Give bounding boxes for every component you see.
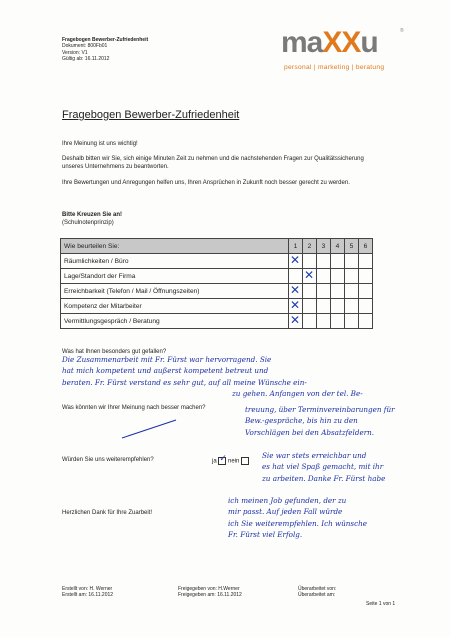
grade-cell[interactable] — [331, 284, 345, 299]
footer-approved-on: Freigegeben am: 16.11.2012 — [178, 592, 242, 599]
table-header-label: Wie beurteilen Sie: — [61, 239, 289, 254]
grade-header: 1 — [289, 239, 303, 254]
grade-cell[interactable] — [303, 269, 317, 284]
cross-mark-icon: ✕ — [290, 298, 301, 312]
option-no-label: nein — [228, 458, 240, 465]
meta-document: Dokument: 800Fb01 — [62, 43, 108, 50]
grade-cell[interactable] — [317, 269, 331, 284]
cross-mark-icon: ✕ — [290, 253, 301, 267]
thanks-text: Herzlichen Dank für Ihre Zuarbeit! — [62, 510, 153, 516]
table-row — [61, 269, 373, 284]
grade-cell[interactable] — [359, 314, 373, 329]
grade-cell[interactable] — [303, 254, 317, 269]
grade-cell[interactable] — [289, 314, 303, 329]
table-row — [61, 314, 373, 329]
question-recommend: Würden Sie uns weiterempfehlen? — [62, 457, 154, 463]
table-header-row — [61, 239, 373, 254]
question-liked: Was hat Ihnen besonders gut gefallen? — [62, 349, 167, 355]
handwritten-line: Sie war stets erreichbar und — [262, 451, 367, 460]
cross-mark-icon: ✕ — [304, 268, 315, 282]
grade-cell[interactable] — [331, 269, 345, 284]
grade-cell[interactable] — [289, 299, 303, 314]
grade-cell[interactable] — [289, 269, 303, 284]
handwritten-line: mir passt. Auf jeden Fall würde — [228, 507, 343, 517]
page-number: Seite 1 von 1 — [366, 601, 396, 607]
page-title: Fragebogen Bewerber-Zufriedenheit — [62, 109, 240, 121]
intro-p1: Ihre Meinung ist uns wichtig! — [62, 141, 138, 147]
checkbox-yes[interactable] — [218, 453, 227, 465]
grade-header: 2 — [303, 239, 317, 254]
handwritten-line: zu arbeiten. Danke Fr. Fürst habe — [262, 473, 386, 483]
row-label: Vermittlungsgespräch / Beratung — [61, 314, 289, 329]
footer-created-by: Erstellt von: H. Werner — [62, 586, 113, 592]
grade-cell[interactable] — [317, 254, 331, 269]
handwritten-line: zu gehen. Anfangen von der tel. Be- — [232, 389, 363, 399]
checkbox-no[interactable] — [241, 457, 249, 465]
handwritten-line: treuung, über Terminvereinbarungen für — [245, 405, 395, 414]
footer-created-on: Erstellt am: 16.11.2012 — [62, 592, 114, 599]
instruction-note: (Schulnotenprinzip) — [62, 220, 114, 226]
handwritten-line: Vorschlägen bei den Absatzfeldern. — [245, 427, 375, 437]
table-row — [61, 254, 373, 269]
row-label: Kompetenz der Mitarbeiter — [61, 299, 289, 314]
logo-wordmark: maXXu — [281, 26, 378, 59]
row-label: Räumlichkeiten / Büro — [61, 254, 289, 269]
grade-cell[interactable] — [359, 299, 373, 314]
intro-p2: Deshalb bitten wir Sie, sich einige Minuten Zeit zu nehmen und die nachstehenden Fragen zur Qualitätssicherung unseres Unternehmens zu beantworten. — [62, 156, 364, 170]
answer-improve — [245, 404, 405, 438]
grade-cell[interactable] — [331, 299, 345, 314]
handwritten-line: Fr. Fürst viel Erfolg. — [228, 530, 303, 540]
grade-cell[interactable] — [303, 299, 317, 314]
handwritten-line: ich Sie weiterempfehlen. Ich wünsche — [228, 518, 368, 528]
grade-cell[interactable] — [345, 314, 359, 329]
grade-cell[interactable] — [289, 254, 303, 269]
grade-header: 6 — [359, 239, 373, 254]
meta-version: Version: V1 — [62, 49, 88, 56]
answer-recommend — [262, 450, 432, 484]
footer-reviewed-by: Überarbeitet von: — [298, 586, 337, 592]
footer-created — [62, 586, 113, 599]
handwritten-line: es hat viel Spaß gemacht, mit ihr — [262, 462, 384, 472]
grade-cell[interactable] — [289, 284, 303, 299]
grade-cell[interactable] — [345, 269, 359, 284]
cross-mark-icon: ✕ — [290, 313, 301, 327]
table-row — [61, 284, 373, 299]
grade-cell[interactable] — [359, 254, 373, 269]
cross-mark-icon: ✕ — [290, 283, 301, 297]
grade-header: 3 — [317, 239, 331, 254]
grade-cell[interactable] — [317, 299, 331, 314]
grade-cell[interactable] — [331, 254, 345, 269]
grade-header: 5 — [345, 239, 359, 254]
company-logo: maXXu ® personal | marketing | beratung — [281, 26, 404, 71]
intro-p3: Ihre Bewertungen und Anregungen helfen uns, Ihren Ansprüchen in Zukunft noch besser gerecht zu werden. — [62, 180, 350, 186]
option-yes-label: ja — [212, 458, 217, 465]
rating-table — [60, 238, 373, 329]
footer-approved — [178, 586, 242, 599]
recommend-options — [212, 453, 249, 465]
instruction: Bitte Kreuzen Sie an! — [62, 212, 123, 218]
footer-reviewed-on: Überarbeitet am: — [298, 592, 336, 599]
grade-cell[interactable] — [345, 254, 359, 269]
answer-recommend-cont — [228, 495, 428, 541]
handwritten-line: Die Zusammenarbeit mit Fr. Fürst war hervorragend. Sie — [62, 355, 272, 364]
footer-approved-by: Freigegeben von: H.Werner — [178, 586, 240, 592]
logo-tagline: personal | marketing | beratung — [284, 64, 385, 71]
grade-cell[interactable] — [359, 284, 373, 299]
handwritten-line: beraten. Fr. Fürst verstand es sehr gut, auf all meine Wünsche ein- — [62, 377, 307, 387]
grade-cell[interactable] — [345, 284, 359, 299]
grade-cell[interactable] — [317, 284, 331, 299]
question-improve: Was könnten wir Ihrer Meinung nach besser machen? — [62, 405, 206, 411]
grade-cell[interactable] — [303, 314, 317, 329]
handwritten-line: Bew.-gespräche, bis hin zu den — [245, 416, 358, 426]
checkmark-icon: ✓ — [219, 453, 227, 463]
answer-liked — [62, 354, 392, 400]
meta-valid-from: Gültig ab: 16.11.2012 — [62, 56, 110, 63]
footer-reviewed — [298, 586, 336, 599]
grade-cell[interactable] — [331, 314, 345, 329]
grade-cell[interactable] — [317, 314, 331, 329]
row-label: Lage/Standort der Firma — [61, 269, 289, 284]
strike-line — [120, 418, 180, 440]
meta-doc-title: Fragebogen Bewerber-Zufriedenheit — [62, 37, 149, 43]
handwritten-line: ich meinen Job gefunden, der zu — [228, 496, 347, 505]
handwritten-line: hat mich kompetent und außerst kompetent betreut und — [62, 366, 269, 376]
table-row — [61, 299, 373, 314]
row-label: Erreichbarkeit (Telefon / Mail / Öffnungszeiten) — [61, 284, 289, 299]
grade-cell[interactable] — [303, 284, 317, 299]
document-meta — [62, 37, 148, 63]
grade-cell[interactable] — [345, 299, 359, 314]
grade-header: 4 — [331, 239, 345, 254]
grade-cell[interactable] — [359, 269, 373, 284]
